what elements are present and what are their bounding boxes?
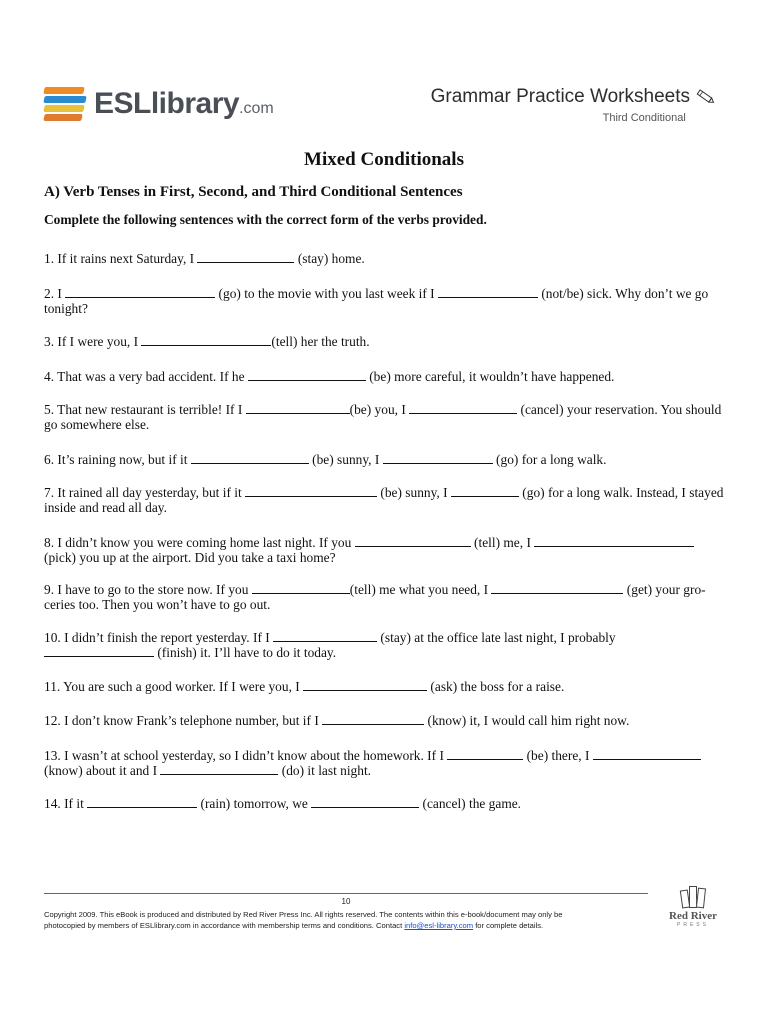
logo-wordmark: ESLlibrary.com bbox=[94, 87, 274, 120]
question-11: 11. You are such a good worker. If I were you, I (ask) the boss for a raise. bbox=[44, 679, 565, 694]
answer-blank[interactable] bbox=[355, 535, 471, 547]
answer-blank[interactable] bbox=[593, 748, 701, 760]
answer-blank[interactable] bbox=[491, 582, 623, 594]
question-12: 12. I don’t know Frank’s telephone number, but if I (know) it, I would call him right now. bbox=[44, 713, 630, 728]
answer-blank[interactable] bbox=[87, 796, 197, 808]
question-14: 14. If it (rain) tomorrow, we (cancel) the game. bbox=[44, 796, 522, 811]
question-5: 5. That new restaurant is terrible! If I (be) you, I (cancel) your reservation. You should go somewhere else. bbox=[44, 402, 722, 432]
answer-blank[interactable] bbox=[65, 286, 215, 298]
answer-blank[interactable] bbox=[273, 630, 377, 642]
red-river-press-logo: Red River PRESS bbox=[666, 884, 720, 928]
contact-email-link[interactable]: info@esl-library.com bbox=[404, 921, 474, 930]
books-icon bbox=[44, 84, 90, 124]
instructions: Complete the following sentences with the correct form of the verbs provided. bbox=[44, 212, 487, 227]
answer-blank[interactable] bbox=[438, 286, 538, 298]
pencil-icon bbox=[694, 88, 716, 106]
copyright-notice: Copyright 2009. This eBook is produced and distributed by Red River Press Inc. All rights reserved. The contents within this e-book/document may only be photocopied by members of ESLlibrary.com in accordance with membership terms and conditions. Contact info@esl-library.com for complete details. bbox=[44, 910, 563, 930]
page-title: Mixed Conditionals bbox=[304, 149, 464, 170]
answer-blank[interactable] bbox=[44, 645, 154, 657]
question-1: 1. If it rains next Saturday, I (stay) home. bbox=[44, 251, 365, 266]
answer-blank[interactable] bbox=[451, 485, 519, 497]
answer-blank[interactable] bbox=[322, 713, 424, 725]
esl-library-logo bbox=[44, 84, 274, 124]
question-4: 4. That was a very bad accident. If he (be) more careful, it wouldn’t have happened. bbox=[44, 369, 615, 384]
question-3: 3. If I were you, I (tell) her the truth. bbox=[44, 334, 370, 349]
section-heading: A) Verb Tenses in First, Second, and Third Conditional Sentences bbox=[44, 184, 463, 200]
question-6: 6. It’s raining now, but if it (be) sunny, I (go) for a long walk. bbox=[44, 452, 607, 467]
answer-blank[interactable] bbox=[303, 679, 427, 691]
question-13: 13. I wasn’t at school yesterday, so I didn’t know about the homework. If I (be) there, I (know) about it and I (do) it last night. bbox=[44, 748, 724, 778]
question-10: 10. I didn’t finish the report yesterday. If I (stay) at the office late last night, I probably (finish) it. I’ll have to do it today. bbox=[44, 630, 616, 660]
answer-blank[interactable] bbox=[191, 452, 309, 464]
worksheet-title: Grammar Practice Worksheets bbox=[430, 86, 690, 107]
answer-blank[interactable] bbox=[246, 402, 350, 414]
answer-blank[interactable] bbox=[311, 796, 419, 808]
page-number: 10 bbox=[341, 897, 351, 906]
answer-blank[interactable] bbox=[252, 582, 350, 594]
worksheet-header bbox=[431, 86, 716, 124]
answer-blank[interactable] bbox=[534, 535, 694, 547]
answer-blank[interactable] bbox=[245, 485, 377, 497]
footer-divider bbox=[44, 893, 648, 894]
question-7: 7. It rained all day yesterday, but if it (be) sunny, I (go) for a long walk. Instead, I stayed inside and read all day. bbox=[44, 485, 724, 515]
worksheet-subtitle: Third Conditional bbox=[602, 112, 686, 124]
answer-blank[interactable] bbox=[383, 452, 493, 464]
answer-blank[interactable] bbox=[141, 334, 271, 346]
answer-blank[interactable] bbox=[248, 369, 366, 381]
books-icon bbox=[678, 884, 708, 908]
answer-blank[interactable] bbox=[160, 763, 278, 775]
answer-blank[interactable] bbox=[197, 251, 294, 263]
question-2: 2. I (go) to the movie with you last week if I (not/be) sick. Why don’t we go tonight? bbox=[44, 286, 709, 316]
question-9: 9. I have to go to the store now. If you (tell) me what you need, I (get) your gro-ceries too. Then you won’t have to go out. bbox=[44, 582, 706, 612]
answer-blank[interactable] bbox=[409, 402, 517, 414]
question-8: 8. I didn’t know you were coming home last night. If you (tell) me, I (pick) you up at the airport. Did you take a taxi home? bbox=[44, 535, 724, 565]
answer-blank[interactable] bbox=[447, 748, 523, 760]
